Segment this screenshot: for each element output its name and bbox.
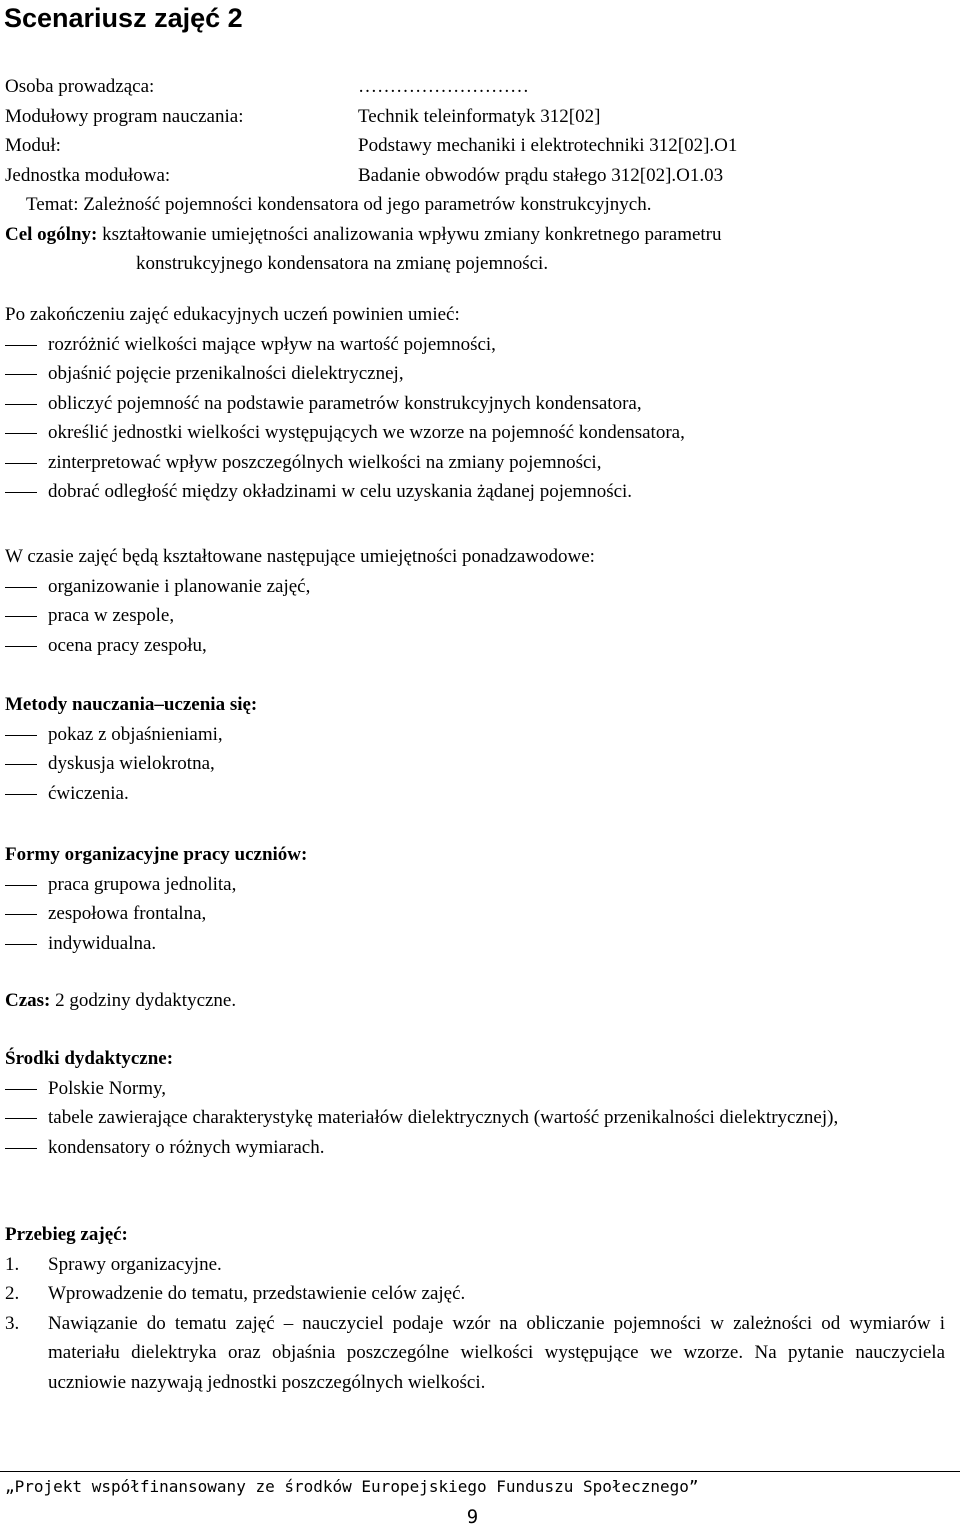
methods-heading: Metody nauczania–uczenia się:	[5, 694, 258, 715]
learning-outcomes-section	[5, 300, 945, 507]
meta-value: ………………………	[358, 76, 529, 97]
meta-value: Technik teleinformatyk 312[02]	[358, 105, 601, 127]
goal-label: Cel ogólny:	[5, 223, 98, 245]
duration	[5, 986, 945, 1016]
methods-list	[5, 720, 945, 809]
list-item: indywidualna.	[5, 929, 945, 959]
resources-list	[5, 1074, 945, 1163]
item-number: 3.	[5, 1312, 20, 1334]
page-number: 9	[466, 1506, 479, 1528]
list-item: praca w zespole,	[5, 601, 945, 631]
list-item: dyskusja wielokrotna,	[5, 749, 945, 779]
soft-skills-section	[5, 542, 945, 660]
meta-value: Podstawy mechaniki i elektrotechniki 312[02].O1	[358, 135, 738, 156]
duration-value: 2 godziny dydaktyczne.	[50, 990, 237, 1011]
list-item: zespołowa frontalna,	[5, 899, 945, 929]
meta-row-module	[5, 131, 945, 161]
duration-label: Czas:	[5, 990, 51, 1011]
meta-row-unit	[5, 161, 945, 191]
skills-list	[5, 572, 945, 661]
item-number: 2.	[5, 1283, 20, 1304]
list-item	[5, 1279, 945, 1309]
list-item: ćwiczenia.	[5, 779, 945, 809]
work-forms-section	[5, 840, 945, 958]
meta-row-program	[5, 102, 945, 132]
forms-heading: Formy organizacyjne pracy uczniów:	[5, 844, 308, 865]
forms-list	[5, 870, 945, 959]
list-item: dobrać odległość między okładzinami w celu uzyskania żądanej pojemności.	[5, 477, 945, 507]
list-item: organizowanie i planowanie zajęć,	[5, 572, 945, 602]
meta-value: Badanie obwodów prądu stałego 312[02].O1.03	[358, 164, 724, 186]
list-item: praca grupowa jednolita,	[5, 870, 945, 900]
list-item: zinterpretować wpływ poszczególnych wielkości na zmiany pojemności,	[5, 448, 945, 478]
list-item: rozróżnić wielkości mające wpływ na wartość pojemności,	[5, 330, 945, 360]
item-text: Nawiązanie do tematu zajęć – nauczyciel podaje wzór na obliczanie pojemności w zależności od wymiarów i materiału dielektryka oraz objaśnia poszczególne wielkości występujące we wzorze. Na pytanie nauczyciela uczniowie nazywają jednostki poszczególnych wielkości.	[48, 1312, 945, 1393]
list-item: kondensatory o różnych wymiarach.	[5, 1133, 945, 1163]
meta-key: Jednostka modułowa:	[5, 164, 171, 186]
footer-divider	[0, 1471, 960, 1472]
list-item: obliczyć pojemność na podstawie parametrów konstrukcyjnych kondensatora,	[5, 389, 945, 419]
meta-row-instructor	[5, 72, 945, 102]
list-item	[5, 1309, 945, 1398]
meta-key: Modułowy program nauczania:	[5, 105, 244, 127]
goal-text-continued: konstrukcyjnego kondensatora na zmianę pojemności.	[136, 253, 549, 274]
list-item: ocena pracy zespołu,	[5, 631, 945, 661]
header-info	[5, 72, 945, 279]
list-item: objaśnić pojęcie przenikalności dielektrycznej,	[5, 359, 945, 389]
list-item: określić jednostki wielkości występujących we wzorze na pojemność kondensatora,	[5, 418, 945, 448]
course-heading: Przebieg zajęć:	[5, 1224, 128, 1245]
item-number: 1.	[5, 1253, 20, 1275]
meta-key: Moduł:	[5, 135, 61, 156]
item-text: Sprawy organizacyjne.	[48, 1253, 222, 1275]
teaching-resources-section	[5, 1044, 945, 1162]
item-text: Wprowadzenie do tematu, przedstawienie celów zajęć.	[48, 1283, 466, 1304]
lesson-topic: Temat: Zależność pojemności kondensatora od jego parametrów konstrukcyjnych.	[26, 194, 652, 215]
list-item: Polskie Normy,	[5, 1074, 945, 1104]
list-item: pokaz z objaśnieniami,	[5, 720, 945, 750]
outcomes-heading: Po zakończeniu zajęć edukacyjnych uczeń powinien umieć:	[5, 304, 460, 325]
footer-note: „Projekt współfinansowany ze środków Europejskiego Funduszu Społecznego”	[5, 1477, 699, 1496]
list-item: tabele zawierające charakterystykę materiałów dielektrycznych (wartość przenikalności dielektrycznej),	[5, 1103, 945, 1133]
general-goal	[5, 220, 945, 279]
list-item	[5, 1250, 945, 1280]
goal-text: kształtowanie umiejętności analizowania wpływu zmiany konkretnego parametru	[97, 223, 722, 245]
course-list	[5, 1250, 945, 1398]
lesson-course-section	[5, 1220, 945, 1397]
skills-heading: W czasie zajęć będą kształtowane następujące umiejętności ponadzawodowe:	[5, 546, 595, 567]
page-title: Scenariusz zajęć 2	[4, 3, 243, 33]
meta-key: Osoba prowadząca:	[5, 76, 155, 97]
teaching-methods-section	[5, 690, 945, 808]
outcomes-list	[5, 330, 945, 507]
resources-heading: Środki dydaktyczne:	[5, 1048, 174, 1069]
